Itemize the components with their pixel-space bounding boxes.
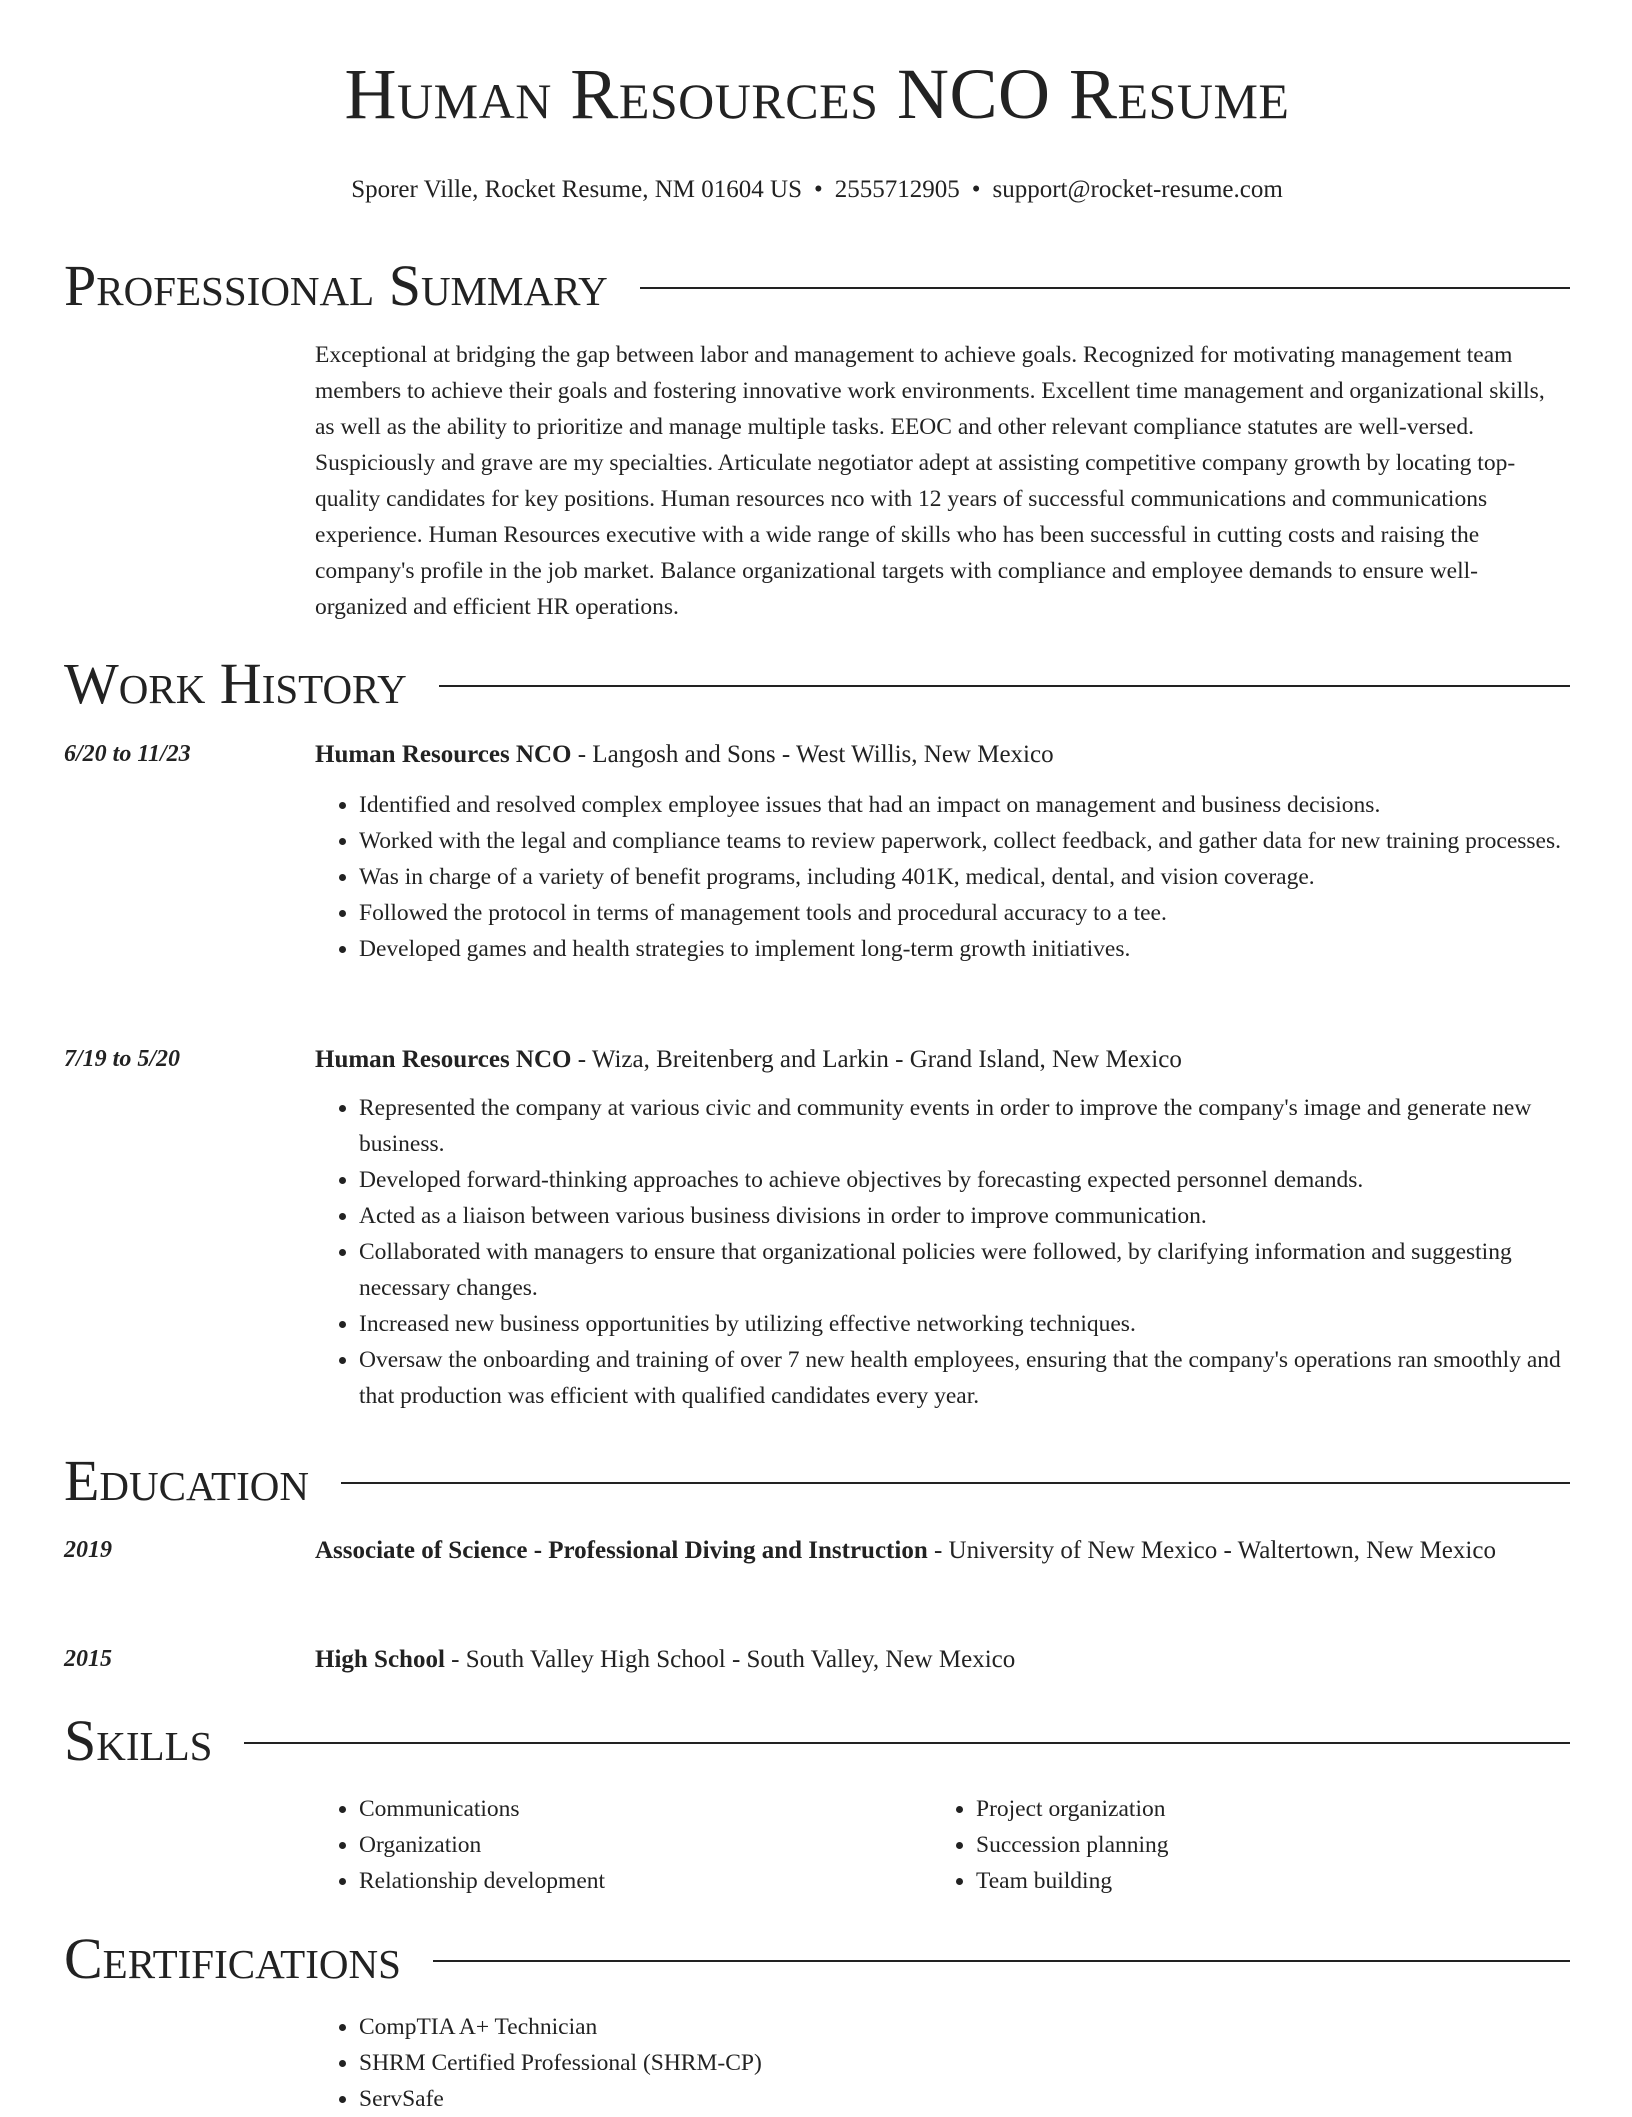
certifications-section-header (64, 1926, 1570, 1991)
list-item: • Oversaw the onboarding and training of over 7 new health employees, ensuring that the company's operations ran smoothly and that production was efficient with qualified candidates every year. (359, 1342, 1570, 1414)
list-item: • Communications (359, 1791, 915, 1827)
education-entry (315, 1531, 1570, 1571)
section-divider (433, 1960, 1570, 1962)
education-degree: High School (315, 1646, 445, 1673)
section-title-skills: Skills (64, 1708, 213, 1773)
education-school: - South Valley High School - South Valley, New Mexico (444, 1646, 1016, 1673)
section-divider (244, 1742, 1570, 1744)
skills-list (315, 1791, 915, 1899)
list-item: • SHRM Certified Professional (SHRM-CP) (359, 2045, 1570, 2081)
section-title-certifications: Certifications (64, 1926, 401, 1991)
skills-section-header (64, 1708, 1570, 1773)
summary-section-header (64, 253, 1570, 318)
list-item: • Represented the company at various civic and community events in order to improve the company's image and generate new business. (359, 1090, 1570, 1162)
contact-address: Sporer Ville, Rocket Resume, NM 01604 US (351, 176, 802, 203)
list-item: • Was in charge of a variety of benefit programs, including 401K, medical, dental, and vision coverage. (359, 859, 1570, 895)
summary-text: Exceptional at bridging the gap between labor and management to achieve goals. Recognized for motivating management team members to achieve their goals and fostering innovative work environments. Excellent time management and organizational skills, as well as the ability to prioritize and manage multiple tasks. EEOC and other relevant compliance statutes are well-versed. Suspiciously and grave are my specialties. Articulate negotiator adept at assisting competitive company growth by locating top-quality candidates for key positions. Human resources nco with 12 years of successful communications and communications experience. Human Resources executive with a wide range of skills who has been successful in cutting costs and raising the company's profile in the job market. Balance organizational targets with compliance and employee demands to ensure well-organized and efficient HR operations. (315, 342, 1545, 620)
list-item: • Developed forward-thinking approaches to achieve objectives by forecasting expected personnel demands. (359, 1162, 1570, 1198)
list-item: • Collaborated with managers to ensure that organizational policies were followed, by clarifying information and suggesting necessary changes. (359, 1234, 1570, 1306)
section-title-education: Education (64, 1448, 309, 1513)
certifications-list (315, 2009, 1570, 2117)
contact-separator: • (971, 176, 981, 203)
job-dates: 6/20 to 11/23 (64, 741, 191, 767)
contact-line (64, 175, 1570, 205)
education-year: 2015 (64, 1646, 112, 1672)
education-school: - University of New Mexico - Waltertown, New Mexico (927, 1537, 1496, 1564)
section-divider (341, 1482, 1570, 1484)
section-divider (640, 287, 1570, 289)
job-dates: 7/19 to 5/20 (64, 1046, 181, 1072)
job-bullets (315, 1090, 1570, 1414)
education-section-header (64, 1448, 1570, 1513)
job-company: - Wiza, Breitenberg and Larkin - Grand Island, New Mexico (571, 1046, 1182, 1073)
job-entry (315, 1040, 1570, 1414)
list-item: • Developed games and health strategies to implement long-term growth initiatives. (359, 931, 1570, 967)
education-line (315, 1640, 1570, 1680)
education-line (315, 1531, 1570, 1571)
job-position: Human Resources NCO (315, 741, 572, 768)
list-item: • Followed the protocol in terms of management tools and procedural accuracy to a tee. (359, 895, 1570, 931)
job-entry (315, 735, 1570, 967)
list-item: • Identified and resolved complex employee issues that had an impact on management and business decisions. (359, 787, 1570, 823)
job-title-line (315, 1040, 1570, 1080)
list-item: • Worked with the legal and compliance teams to review paperwork, collect feedback, and gather data for new training processes. (359, 823, 1570, 859)
job-position: Human Resources NCO (315, 1046, 572, 1073)
list-item: • Relationship development (359, 1863, 915, 1899)
section-title-summary: Professional Summary (64, 253, 608, 318)
list-item: • Project organization (976, 1791, 1532, 1827)
education-year: 2019 (64, 1537, 112, 1563)
job-bullets (315, 787, 1570, 967)
education-entry (315, 1640, 1570, 1680)
section-divider (439, 685, 1570, 687)
contact-email: support@rocket-resume.com (992, 176, 1283, 203)
skills-column-left (315, 1791, 915, 1899)
skills-column-right (932, 1791, 1532, 1899)
list-item: • Succession planning (976, 1827, 1532, 1863)
job-company: - Langosh and Sons - West Willis, New Mexico (571, 741, 1054, 768)
list-item: • Acted as a liaison between various business divisions in order to improve communication. (359, 1198, 1570, 1234)
certifications-body (315, 2009, 1570, 2117)
section-title-work: Work History (64, 651, 407, 716)
list-item: • Organization (359, 1827, 915, 1863)
list-item: • CompTIA A+ Technician (359, 2009, 1570, 2045)
contact-phone: 2555712905 (834, 176, 960, 203)
contact-separator: • (813, 176, 823, 203)
job-title-line (315, 735, 1570, 775)
list-item: • Team building (976, 1863, 1532, 1899)
summary-body (315, 337, 1570, 625)
resume-name: Human Resources NCO Resume (344, 54, 1290, 134)
work-section-header (64, 651, 1570, 716)
list-item: • Increased new business opportunities by utilizing effective networking techniques. (359, 1306, 1570, 1342)
education-degree: Associate of Science - Professional Diving and Instruction (315, 1537, 928, 1564)
skills-list (932, 1791, 1532, 1899)
list-item: • ServSafe (359, 2081, 1570, 2117)
